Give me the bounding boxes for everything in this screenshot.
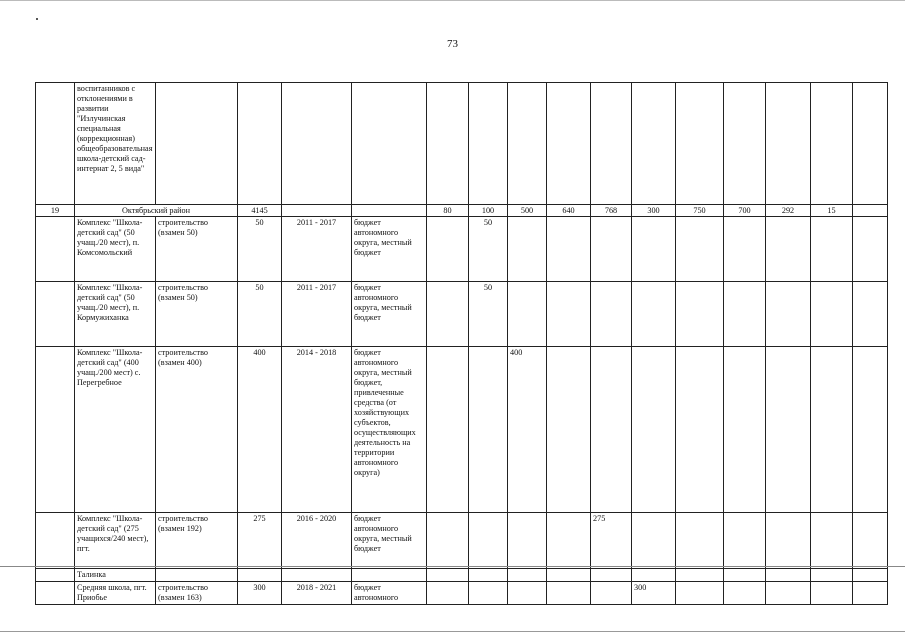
cell-district: Октябрьский район [75, 205, 238, 217]
scan-artifact-line [0, 566, 905, 567]
top-border-line [0, 0, 905, 1]
cell-object-name: воспитанников с отклонениями в развитии "Излучинская специальная (коррекционная) общеобразовательная школа-детский сад-интернат 2, 5 вида" [75, 83, 156, 205]
table-row [36, 513, 888, 569]
cell-object-name: Комплекс "Школа-детский сад" (50 учащ./20 мест), п. Кормужиханка [75, 282, 156, 347]
cell-year-7: 750 [676, 205, 724, 217]
cell-year-10: 15 [811, 205, 853, 217]
cell-year-9: 292 [766, 205, 811, 217]
cell-funding-source: бюджет автономного [352, 582, 427, 605]
cell-capacity: 300 [238, 582, 282, 605]
cell-year-5: 768 [591, 205, 632, 217]
cell-year-5: 275 [591, 513, 632, 569]
cell-year-8: 700 [724, 205, 766, 217]
cell-year-2: 50 [469, 217, 508, 282]
cell-year-3: 500 [508, 205, 547, 217]
cell-capacity: 400 [238, 347, 282, 513]
cell-funding-source: бюджет автономного округа, местный бюджет [352, 513, 427, 569]
table-row [36, 347, 888, 513]
cell-period: 2011 - 2017 [282, 217, 352, 282]
cell-year-6: 300 [632, 582, 676, 605]
cell-year-2: 100 [469, 205, 508, 217]
cell-funding-source: бюджет автономного округа, местный бюджет [352, 217, 427, 282]
page-number: 73 [447, 38, 458, 50]
scan-dot [36, 18, 38, 20]
cell-object-name: Средняя школа, пгт. Приобье [75, 582, 156, 605]
cell-capacity: 4145 [238, 205, 282, 217]
cell-period: 2011 - 2017 [282, 282, 352, 347]
cell-object-name: Комплекс "Школа-детский сад" (400 учащ./200 мест) с. Перегребное [75, 347, 156, 513]
table-row [36, 582, 888, 605]
cell-num: 19 [36, 205, 75, 217]
cell-object-name: Комплекс "Школа-детский сад" (275 учащихся/240 мест), пгт. [75, 513, 156, 569]
cell-capacity: 50 [238, 217, 282, 282]
table-row [36, 217, 888, 282]
table-row [36, 569, 888, 582]
cell-work-type: строительство (взамен 50) [156, 217, 238, 282]
construction-table [35, 82, 888, 605]
cell-work-type: строительство (взамен 192) [156, 513, 238, 569]
cell-capacity: 275 [238, 513, 282, 569]
cell-num [36, 83, 75, 205]
cell-capacity: 50 [238, 282, 282, 347]
cell-funding-source: бюджет автономного округа, местный бюджет, привлеченные средства (от хозяйствующих субъектов, осуществляющих деятельность на территории автономного округа) [352, 347, 427, 513]
cell-year-4: 640 [547, 205, 591, 217]
cell-year-2: 50 [469, 282, 508, 347]
table-row [36, 83, 888, 205]
table-row [36, 282, 888, 347]
cell-year-1: 80 [427, 205, 469, 217]
cell-period: 2018 - 2021 [282, 582, 352, 605]
cell-year-6: 300 [632, 205, 676, 217]
cell-object-name: Талинка [75, 569, 156, 582]
cell-work-type: строительство (взамен 163) [156, 582, 238, 605]
cell-work-type: строительство (взамен 50) [156, 282, 238, 347]
cell-object-name: Комплекс "Школа-детский сад" (50 учащ./20 мест), п. Комсомольский [75, 217, 156, 282]
cell-work-type: строительство (взамен 400) [156, 347, 238, 513]
cell-funding-source: бюджет автономного округа, местный бюджет [352, 282, 427, 347]
cell-period: 2016 - 2020 [282, 513, 352, 569]
cell-period: 2014 - 2018 [282, 347, 352, 513]
scan-artifact-line [0, 631, 905, 632]
table-row-district [36, 205, 888, 217]
cell-year-3: 400 [508, 347, 547, 513]
